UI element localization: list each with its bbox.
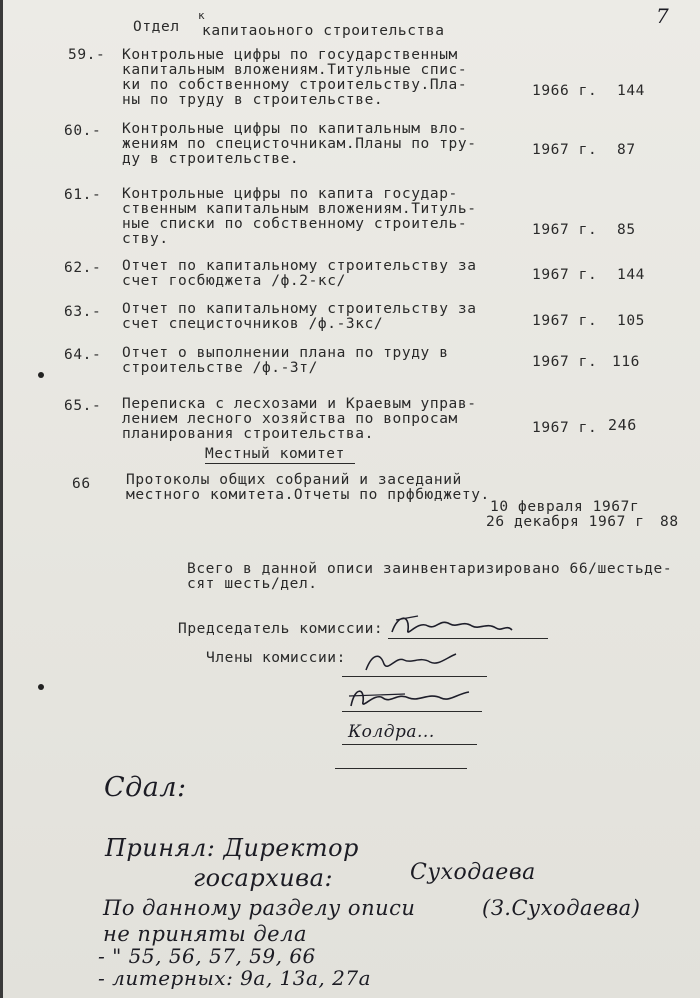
entry-sheet-count: 85 [617,222,636,238]
entry-title-line: ны по труду в строительстве. [122,92,384,108]
punch-hole-mark [38,372,44,378]
entry-sheet-count: 246 [608,416,637,434]
handwritten-note-line: По данному разделу описи [103,896,416,920]
director-name: Суходаева [410,860,536,885]
entry-title-line: ственным капитальным вложениям.Титуль- [122,201,477,217]
chair-signature-line [388,638,548,639]
section-title-underline [205,463,355,464]
handwritten-note-line: не приняты дела [103,922,307,946]
department-name: капитаоьного строительства [202,23,445,39]
entry-title-line: Протоколы общих собраний и заседаний [126,472,462,488]
entry-title-line: Отчет по капитальному строительству за [122,301,477,317]
member-signature-text: Колдра... [348,722,435,742]
entry-title-line: лением лесного хозяйства по вопросам [122,411,458,427]
entry-title-line: местного комитета.Отчеты по прфбюджету. [126,487,490,503]
entry-number: 64.- [64,347,102,363]
entry-number: 65.- [64,398,102,414]
commission-chair-label: Председатель комиссии: [178,621,384,637]
entry-year: 1966 г. [532,83,598,99]
commission-members-label: Члены комиссии: [206,650,346,666]
entry-number: 62.- [64,260,102,276]
page-edge-shadow [0,0,3,998]
entry-title-line: Отчет по капитальному строительству за [122,258,477,274]
page-number: 7 [656,4,670,28]
director-name-parenthetical: (З.Суходаева) [482,896,641,920]
entry-title-line: ду в строительстве. [122,151,300,167]
section-title: Местный комитет [205,446,345,462]
entry-title-line: Переписка с лесхозами и Краевым управ- [122,396,477,412]
entry-sheet-count: 88 [660,514,679,530]
entry-date-to: 26 декабря 1967 г [486,514,645,530]
member-signature [345,680,475,714]
entry-sheet-count: 105 [617,313,645,329]
department-label: Отдел [133,19,180,35]
entry-title-line: ные списки по собственному строитель- [122,216,468,232]
entry-title-line: строительстве /ф.-3т/ [122,360,318,376]
entry-sheet-count: 116 [612,354,640,370]
member-signature-line [342,676,487,677]
department-insert: к [198,9,206,22]
summary-line: Всего в данной описи заинвентаризировано 66/шестьде- [187,561,673,577]
entry-title-line: капитальным вложениям.Титульные спис- [122,62,468,78]
entry-title-line: ству. [122,231,169,247]
member-signature-line [342,744,477,745]
entry-year: 1967 г. [532,313,598,329]
entry-title-line: ки по собственному строительству.Пла- [122,77,468,93]
entry-title-line: Отчет о выполнении плана по труду в [122,345,449,361]
entry-title-line: планирования строительства. [122,426,374,442]
entry-sheet-count: 144 [617,83,645,99]
entry-date-from: 10 февраля 1967г [490,499,640,515]
entry-year: 1967 г. [532,420,598,436]
member-signature [360,646,470,676]
entry-year: 1967 г. [532,222,598,238]
entry-sheet-count: 87 [617,142,636,158]
member-signature-line [342,711,482,712]
summary-line: сят шесть/дел. [187,576,318,592]
entry-title-line: Контрольные цифры по капитальным вло- [122,121,468,137]
entry-year: 1967 г. [532,142,598,158]
handwritten-note-line: - литерных: 9а, 13а, 27а [98,966,371,990]
entry-title-line: Контрольные цифры по государственным [122,47,458,63]
handwritten-note-line: - " 55, 56, 57, 59, 66 [98,944,316,968]
entry-title-line: счет госбюджета /ф.2-кс/ [122,273,346,289]
accepted-by-label: Принял: Директор [105,834,359,862]
entry-title-line: жениям по специсточникам.Планы по тру- [122,136,477,152]
member-signature-line [335,768,467,769]
entry-number: 60.- [64,123,102,139]
entry-year: 1967 г. [532,354,598,370]
entry-number: 63.- [64,304,102,320]
entry-title-line: счет специсточников /ф.-3кс/ [122,316,384,332]
entry-sheet-count: 144 [617,267,645,283]
entry-year: 1967 г. [532,267,598,283]
accepted-by-archive: госархива: [193,864,334,892]
entry-number: 59.- [68,47,106,63]
entry-number: 61.- [64,187,102,203]
entry-number: 66 [72,476,91,492]
entry-title-line: Контрольные цифры по капита государ- [122,186,458,202]
punch-hole-mark [38,684,44,690]
handed-over-label: Сдал: [104,772,187,803]
